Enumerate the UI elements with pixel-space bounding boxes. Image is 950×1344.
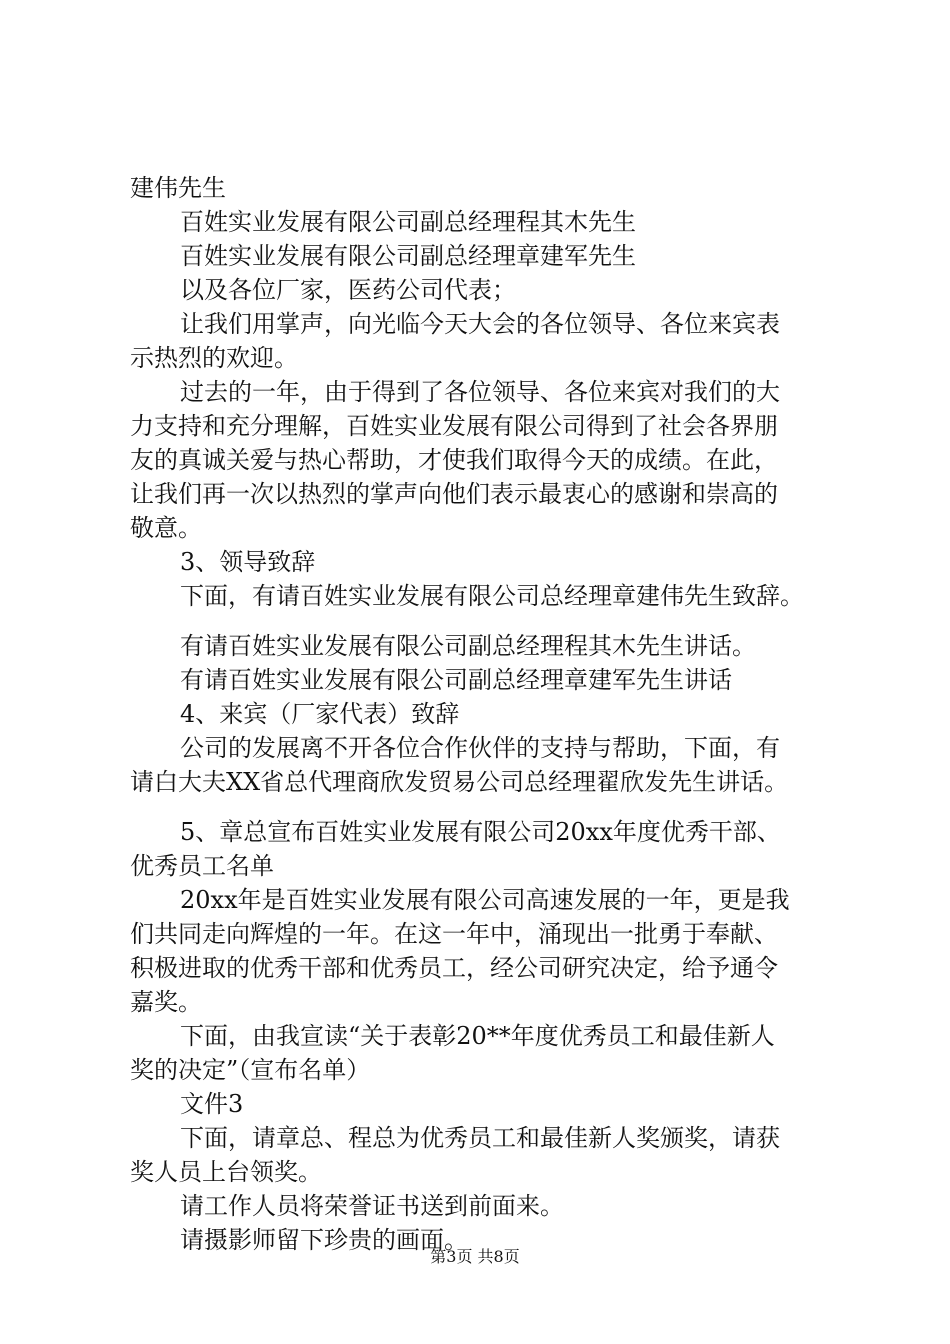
text-line: 请摄影师留下珍贵的画面。 xyxy=(180,1226,468,1254)
text-line: 下面，由我宣读“关于表彰20**年度优秀员工和最佳新人 xyxy=(180,1022,775,1050)
text-line: 以及各位厂家，医药公司代表； xyxy=(180,276,516,304)
text-line: 下面，请章总、程总为优秀员工和最佳新人奖颁奖，请获 xyxy=(180,1124,780,1152)
text-line: 请白大夫XX省总代理商欣发贸易公司总经理翟欣发先生讲话。 xyxy=(130,768,789,796)
text-line: 百姓实业发展有限公司副总经理章建军先生 xyxy=(180,242,636,270)
text-line: 文件3 xyxy=(180,1090,244,1118)
text-line: 百姓实业发展有限公司副总经理程其木先生 xyxy=(180,208,636,236)
text-line: 让我们再一次以热烈的掌声向他们表示最衷心的感谢和崇高的 xyxy=(130,480,778,508)
text-line: 友的真诚关爱与热心帮助，才使我们取得今天的成绩。在此， xyxy=(130,446,778,474)
text-line: 有请百姓实业发展有限公司副总经理章建军先生讲话 xyxy=(180,666,732,694)
section-heading: 5、章总宣布百姓实业发展有限公司20xx年度优秀干部、 xyxy=(180,818,781,846)
text-line: 敬意。 xyxy=(130,514,202,542)
text-line: 嘉奖。 xyxy=(130,988,202,1016)
text-line: 让我们用掌声，向光临今天大会的各位领导、各位来宾表 xyxy=(180,310,780,338)
text-line: 奖人员上台领奖。 xyxy=(130,1158,322,1186)
text-line: 奖的决定”（宣布名单） xyxy=(130,1056,371,1084)
document-body xyxy=(130,171,850,1257)
text-line: 公司的发展离不开各位合作伙伴的支持与帮助，下面，有 xyxy=(180,734,780,762)
text-line: 过去的一年，由于得到了各位领导、各位来宾对我们的大 xyxy=(180,378,780,406)
text-line: 示热烈的欢迎。 xyxy=(130,344,298,372)
section-heading: 3、领导致辞 xyxy=(180,548,316,576)
text-line: 下面，有请百姓实业发展有限公司总经理章建伟先生致辞。 xyxy=(180,582,804,610)
page-number-footer: 第3页 共8页 xyxy=(430,1247,520,1266)
text-line: 积极进取的优秀干部和优秀员工，经公司研究决定，给予通令 xyxy=(130,954,778,982)
paragraph-gap xyxy=(130,613,850,629)
text-line: 们共同走向辉煌的一年。在这一年中，涌现出一批勇于奉献、 xyxy=(130,920,778,948)
text-line: 有请百姓实业发展有限公司副总经理程其木先生讲话。 xyxy=(180,632,756,660)
text-line: 请工作人员将荣誉证书送到前面来。 xyxy=(180,1192,564,1220)
section-heading: 4、来宾（厂家代表）致辞 xyxy=(180,700,460,728)
text-line: 20xx年是百姓实业发展有限公司高速发展的一年，更是我 xyxy=(180,886,790,914)
text-line: 建伟先生 xyxy=(130,174,226,202)
text-line: 力支持和充分理解，百姓实业发展有限公司得到了社会各界朋 xyxy=(130,412,778,440)
paragraph-gap xyxy=(130,799,850,815)
section-heading: 优秀员工名单 xyxy=(130,852,274,880)
